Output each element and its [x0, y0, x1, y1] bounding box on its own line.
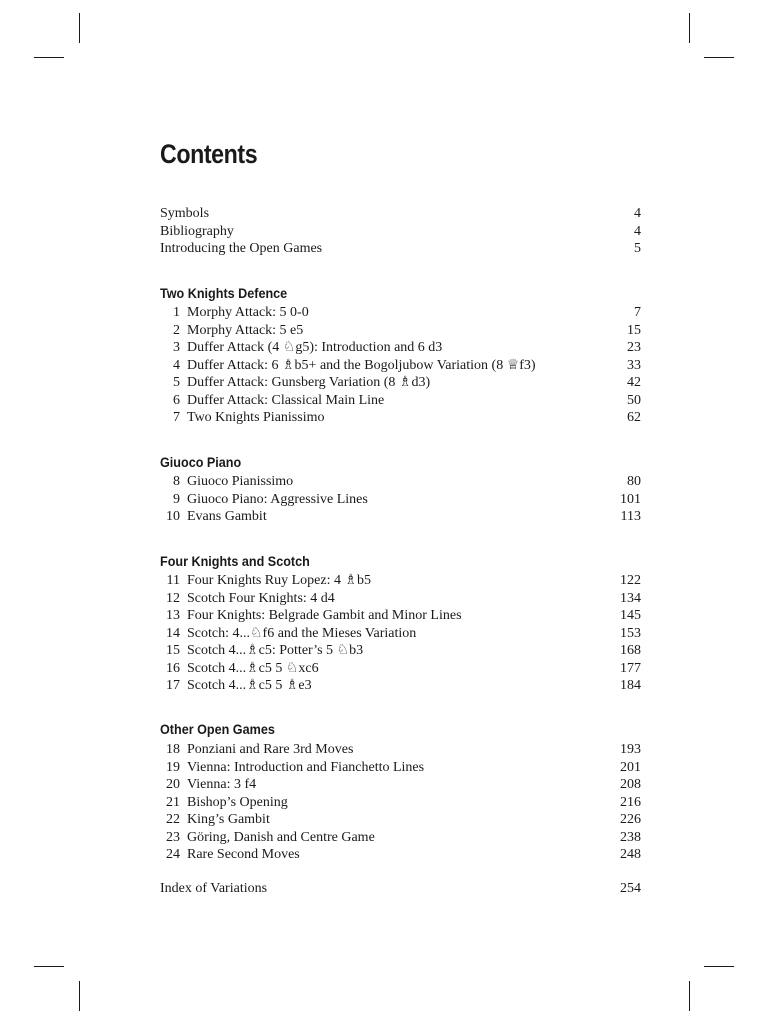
- front-matter-list: [160, 205, 641, 258]
- chapter-title: Scotch: 4...♘f6 and the Mieses Variation: [187, 625, 417, 641]
- chapter-number: 1: [173, 305, 180, 320]
- chapter-entry[interactable]: [160, 794, 641, 812]
- chapter-entry[interactable]: [160, 677, 641, 695]
- chapter-entry[interactable]: [160, 776, 641, 794]
- chapter-number: 19: [166, 759, 180, 775]
- entry-title: Introducing the Open Games: [160, 241, 323, 256]
- chapter-entry[interactable]: [160, 322, 641, 340]
- chapter-entry[interactable]: [160, 392, 641, 410]
- entry-page: 254: [620, 881, 641, 896]
- chapter-title: Ponziani and Rare 3rd Moves: [187, 742, 354, 757]
- chapter-entry[interactable]: [160, 508, 641, 526]
- chapter-number: 16: [166, 660, 180, 676]
- chapter-entry[interactable]: [160, 625, 641, 643]
- chapter-page: 62: [627, 410, 641, 425]
- chapter-number: 18: [166, 742, 180, 757]
- chapter-page: 184: [620, 678, 641, 693]
- crop-mark: [689, 981, 690, 1011]
- chapter-number: 4: [173, 357, 180, 373]
- chapter-entry[interactable]: [160, 846, 641, 864]
- chapter-entry[interactable]: [160, 642, 641, 660]
- section-heading: Giuoco Piano: [160, 454, 242, 470]
- chapter-number: 17: [166, 678, 180, 693]
- chapter-number: 22: [166, 812, 180, 827]
- chapter-entry[interactable]: [160, 811, 641, 829]
- chapter-page: 226: [620, 812, 641, 827]
- toc-entry[interactable]: [160, 205, 641, 223]
- chapter-number: 20: [166, 777, 180, 792]
- entry-page: 5: [634, 241, 641, 256]
- chapter-title: Rare Second Moves: [187, 847, 300, 862]
- chapter-page: 113: [620, 509, 641, 524]
- toc-entry[interactable]: [160, 223, 641, 241]
- chapter-number: 15: [166, 643, 180, 658]
- entry-title: Symbols: [160, 206, 210, 221]
- entry-page: 4: [634, 206, 641, 221]
- section-heading: Other Open Games: [160, 721, 275, 737]
- chapter-entry[interactable]: [160, 473, 641, 491]
- crop-mark: [34, 57, 64, 58]
- chapter-page: 122: [620, 573, 641, 588]
- chapter-title: Vienna: 3 f4: [187, 777, 257, 792]
- chapter-page: 208: [620, 777, 641, 792]
- chapter-page: 134: [620, 590, 641, 606]
- crop-mark: [79, 13, 80, 43]
- chapter-title: Evans Gambit: [187, 509, 267, 524]
- chapter-title: Four Knights: Belgrade Gambit and Minor Lines: [187, 608, 462, 623]
- chapter-number: 13: [166, 608, 180, 623]
- chapter-page: 42: [627, 375, 641, 390]
- chapter-entry[interactable]: [160, 607, 641, 625]
- chapter-entry[interactable]: [160, 357, 641, 375]
- entry-title: Index of Variations: [160, 881, 268, 896]
- chapter-list: [160, 741, 641, 864]
- chapter-list: [160, 572, 641, 695]
- crop-mark: [689, 13, 690, 43]
- chapter-entry[interactable]: [160, 590, 641, 608]
- entry-page: 4: [634, 223, 641, 239]
- chapter-number: 2: [173, 322, 180, 338]
- chapter-number: 24: [166, 847, 180, 862]
- chapter-title: Morphy Attack: 5 0-0: [187, 305, 309, 320]
- chapter-title: Duffer Attack: 6 ♗b5+ and the Bogoljubow Variation (8 ♕f3): [187, 357, 536, 373]
- chapter-entry[interactable]: [160, 829, 641, 847]
- chapter-page: 15: [627, 322, 641, 338]
- chapter-title: Duffer Attack: Classical Main Line: [187, 392, 385, 408]
- crop-mark: [79, 981, 80, 1011]
- chapter-title: Vienna: Introduction and Fianchetto Lines: [187, 759, 425, 775]
- chapter-number: 7: [173, 410, 180, 425]
- chapter-entry[interactable]: [160, 374, 641, 392]
- chapter-page: 23: [627, 340, 641, 355]
- section-heading: Four Knights and Scotch: [160, 553, 310, 569]
- chapter-page: 177: [620, 660, 641, 676]
- chapter-title: Scotch 4...♗c5 5 ♘xc6: [187, 660, 319, 676]
- chapter-number: 8: [173, 474, 180, 489]
- chapter-number: 12: [166, 590, 180, 606]
- chapter-entry[interactable]: [160, 409, 641, 427]
- chapter-page: 101: [620, 491, 641, 507]
- chapter-entry[interactable]: [160, 339, 641, 357]
- back-matter-list: [160, 880, 641, 898]
- chapter-entry[interactable]: [160, 572, 641, 590]
- toc-entry[interactable]: [160, 880, 641, 898]
- chapter-page: 7: [634, 305, 641, 320]
- chapter-page: 153: [620, 625, 641, 641]
- chapter-page: 50: [627, 392, 641, 408]
- chapter-entry[interactable]: [160, 660, 641, 678]
- chapter-number: 21: [166, 794, 180, 810]
- chapter-page: 216: [620, 794, 641, 810]
- chapter-title: Scotch Four Knights: 4 d4: [187, 590, 335, 606]
- chapter-number: 10: [166, 509, 180, 524]
- chapter-title: Scotch 4...♗c5 5 ♗e3: [187, 678, 312, 693]
- chapter-entry[interactable]: [160, 759, 641, 777]
- chapter-title: Two Knights Pianissimo: [187, 410, 325, 425]
- chapter-title: Morphy Attack: 5 e5: [187, 322, 304, 338]
- chapter-page: 33: [627, 357, 641, 373]
- chapter-number: 6: [173, 392, 180, 408]
- chapter-title: Duffer Attack: Gunsberg Variation (8 ♗d3): [187, 375, 431, 390]
- crop-mark: [34, 966, 64, 967]
- chapter-title: Göring, Danish and Centre Game: [187, 829, 375, 845]
- chapter-title: Four Knights Ruy Lopez: 4 ♗b5: [187, 573, 372, 588]
- chapter-number: 23: [166, 829, 180, 845]
- chapter-entry[interactable]: [160, 741, 641, 759]
- chapter-title: Giuoco Pianissimo: [187, 474, 294, 489]
- chapter-page: 168: [620, 643, 641, 658]
- page-title: Contents: [160, 139, 258, 169]
- chapter-page: 238: [620, 829, 641, 845]
- chapter-number: 9: [173, 491, 180, 507]
- chapter-page: 193: [620, 742, 641, 757]
- chapter-page: 201: [620, 759, 641, 775]
- crop-mark: [704, 57, 734, 58]
- chapter-number: 14: [166, 625, 180, 641]
- chapter-entry[interactable]: [160, 304, 641, 322]
- chapter-title: King’s Gambit: [187, 812, 270, 827]
- chapter-page: 80: [627, 474, 641, 489]
- chapter-page: 248: [620, 847, 641, 862]
- chapter-title: Duffer Attack (4 ♘g5): Introduction and 6 d3: [187, 340, 443, 355]
- chapter-title: Scotch 4...♗c5: Potter’s 5 ♘b3: [187, 643, 364, 658]
- chapter-page: 145: [620, 608, 641, 623]
- chapter-title: Giuoco Piano: Aggressive Lines: [187, 491, 368, 507]
- toc-entry[interactable]: [160, 240, 641, 258]
- chapter-list: [160, 304, 641, 427]
- chapter-list: [160, 473, 641, 526]
- chapter-title: Bishop’s Opening: [187, 794, 288, 810]
- section-heading: Two Knights Defence: [160, 285, 288, 301]
- entry-title: Bibliography: [160, 223, 234, 239]
- chapter-number: 5: [173, 375, 180, 390]
- chapter-number: 11: [166, 573, 180, 588]
- chapter-number: 3: [173, 340, 180, 355]
- crop-mark: [704, 966, 734, 967]
- chapter-entry[interactable]: [160, 491, 641, 509]
